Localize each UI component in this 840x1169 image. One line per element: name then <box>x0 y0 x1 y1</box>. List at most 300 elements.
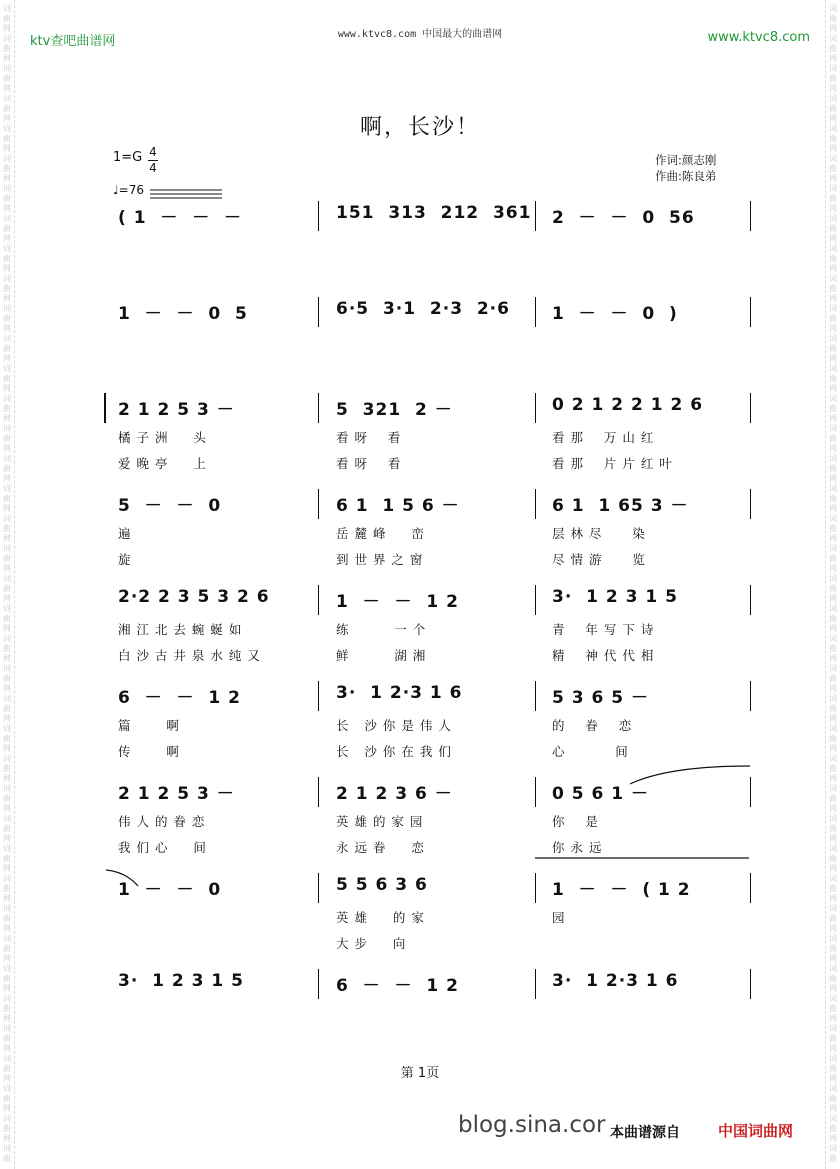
watermark-char: 曲 <box>3 434 11 443</box>
watermark-char: 词 <box>829 724 837 733</box>
watermark-char: 网 <box>829 744 837 753</box>
watermark-char: 词 <box>829 964 837 973</box>
barline <box>318 393 319 423</box>
source-label: 本曲谱源自 <box>610 1125 680 1141</box>
watermark-char: 词 <box>3 1144 11 1153</box>
watermark-char: 词 <box>3 784 11 793</box>
watermark-char: 词 <box>3 364 11 373</box>
watermark-char: 词 <box>3 64 11 73</box>
watermark-char: 网 <box>829 504 837 513</box>
lyric-line: 看 那 片 片 红 叶 <box>552 456 673 471</box>
measure: 5 3 6 5 － <box>552 688 649 708</box>
lyric-line: 练 一 个 <box>336 622 427 637</box>
watermark-char: 曲 <box>829 1154 837 1163</box>
watermark-char: 网 <box>829 414 837 423</box>
watermark-char: 网 <box>829 594 837 603</box>
watermark-char: 曲 <box>829 1064 837 1073</box>
watermark-char: 曲 <box>3 644 11 653</box>
watermark-char: 词 <box>829 34 837 43</box>
watermark-char: 词 <box>829 844 837 853</box>
watermark-char: 曲 <box>3 344 11 353</box>
watermark-char: 曲 <box>829 644 837 653</box>
watermark-char: 网 <box>829 84 837 93</box>
watermark-char: 网 <box>3 234 11 243</box>
lyric-line: 橘 子 洲 头 <box>118 430 207 445</box>
measure: 3· 1 2 3 1 5 <box>552 587 678 607</box>
watermark-char: 网 <box>3 414 11 423</box>
measure: 2 1 2 3 6 － <box>336 784 453 804</box>
lyric-line: 精 神 代 代 相 <box>552 648 655 663</box>
watermark-char: 网 <box>829 624 837 633</box>
watermark-char: 曲 <box>3 134 11 143</box>
watermark-char: 曲 <box>829 404 837 413</box>
watermark-char: 词 <box>829 664 837 673</box>
watermark-char: 曲 <box>829 1124 837 1133</box>
watermark-char: 网 <box>829 1074 837 1083</box>
lyric-line: 遍 <box>118 526 132 541</box>
watermark-char: 网 <box>3 204 11 213</box>
lyric-line: 你 是 <box>552 814 599 829</box>
barline <box>318 489 319 519</box>
lyric-line: 的 眷 恋 <box>552 718 633 733</box>
watermark-char: 词 <box>3 754 11 763</box>
watermark-char: 网 <box>3 774 11 783</box>
watermark-char: 网 <box>829 294 837 303</box>
lyric-line: 篇 啊 <box>118 718 180 733</box>
lyric-line: 看 呀 看 <box>336 430 402 445</box>
watermark-char: 网 <box>3 864 11 873</box>
barline <box>535 585 536 615</box>
watermark-char: 曲 <box>829 254 837 263</box>
watermark-char: 曲 <box>829 314 837 323</box>
watermark-char: 词 <box>829 424 837 433</box>
measure: 3· 1 2 3 1 5 <box>118 971 244 991</box>
watermark-char: 词 <box>3 994 11 1003</box>
watermark-char: 网 <box>3 54 11 63</box>
watermark-char: 曲 <box>3 44 11 53</box>
watermark-char: 网 <box>3 504 11 513</box>
watermark-char: 词 <box>3 454 11 463</box>
lyric-line: 英 雄 的 家 <box>336 910 425 925</box>
watermark-char: 网 <box>829 804 837 813</box>
watermark-char: 曲 <box>3 704 11 713</box>
watermark-char: 词 <box>3 874 11 883</box>
credits <box>655 152 716 184</box>
watermark-char: 曲 <box>829 884 837 893</box>
watermark-char: 网 <box>3 714 11 723</box>
watermark-char: 曲 <box>3 854 11 863</box>
watermark-char: 网 <box>829 1134 837 1143</box>
watermark-char: 词 <box>3 214 11 223</box>
watermark-char: 词 <box>829 634 837 643</box>
watermark-char: 词 <box>3 664 11 673</box>
time-signature-top: 4 <box>149 145 157 159</box>
composer-credit: 作曲:陈良弟 <box>655 169 717 183</box>
watermark-char: 词 <box>3 424 11 433</box>
watermark-char: 词 <box>3 34 11 43</box>
watermark-char: 网 <box>829 774 837 783</box>
barline <box>318 585 319 615</box>
watermark-char: 曲 <box>829 74 837 83</box>
watermark-char: 曲 <box>3 464 11 473</box>
measure: 6 － － 1 2 <box>118 688 241 708</box>
watermark-char: 词 <box>829 1024 837 1033</box>
barline <box>750 873 751 903</box>
lyric-line: 心 间 <box>552 744 629 759</box>
watermark-char: 曲 <box>829 44 837 53</box>
watermark-char: 曲 <box>829 524 837 533</box>
watermark-char: 曲 <box>829 494 837 503</box>
watermark-char: 网 <box>3 894 11 903</box>
watermark-char: 曲 <box>3 554 11 563</box>
tempo-marking: ♩=76 <box>113 183 144 197</box>
watermark-char: 词 <box>3 544 11 553</box>
watermark-char: 网 <box>3 324 11 333</box>
watermark-char: 词 <box>3 934 11 943</box>
watermark-char: 曲 <box>3 1154 11 1163</box>
lyric-line: 尽 情 游 览 <box>552 552 646 567</box>
watermark-char: 词 <box>3 154 11 163</box>
watermark-char: 网 <box>829 234 837 243</box>
watermark-char: 词 <box>3 514 11 523</box>
barline <box>535 393 536 423</box>
barline <box>750 489 751 519</box>
watermark-char: 网 <box>829 1104 837 1113</box>
watermark-char: 网 <box>829 144 837 153</box>
watermark-char: 网 <box>829 24 837 33</box>
watermark-char: 曲 <box>3 314 11 323</box>
watermark-char: 曲 <box>3 1004 11 1013</box>
watermark-char: 曲 <box>3 1034 11 1043</box>
watermark-char: 曲 <box>3 254 11 263</box>
watermark-char: 词 <box>829 184 837 193</box>
watermark-char: 词 <box>829 1144 837 1153</box>
barline <box>535 969 536 999</box>
watermark-char: 网 <box>3 954 11 963</box>
key-signature: 1=G <box>113 150 143 165</box>
watermark-char: 词 <box>3 94 11 103</box>
watermark-char: 曲 <box>829 974 837 983</box>
watermark-char: 网 <box>3 684 11 693</box>
watermark-char: 网 <box>3 984 11 993</box>
barline <box>318 201 319 231</box>
watermark-char: 词 <box>829 754 837 763</box>
watermark-char: 网 <box>3 1104 11 1113</box>
measure: 2 － － 0 56 <box>552 208 695 228</box>
watermark-char: 曲 <box>3 584 11 593</box>
watermark-char: 网 <box>829 534 837 543</box>
barline <box>318 777 319 807</box>
lyric-line: 鲜 湖 湘 <box>336 648 427 663</box>
watermark-char: 词 <box>3 304 11 313</box>
watermark-char: 曲 <box>3 674 11 683</box>
watermark-char: 词 <box>3 334 11 343</box>
watermark-char: 词 <box>3 124 11 133</box>
lyric-line: 我 们 心 间 <box>118 840 207 855</box>
header-site-name[interactable]: ktv查吧曲谱网 <box>30 34 116 49</box>
barline <box>318 969 319 999</box>
watermark-char: 词 <box>829 64 837 73</box>
barline <box>750 585 751 615</box>
measure: 2·2 2 3 5 3 2 6 <box>118 587 270 607</box>
watermark-char: 网 <box>829 894 837 903</box>
measure: 0 2 1 2 2 1 2 6 <box>552 395 704 415</box>
watermark-char: 网 <box>3 804 11 813</box>
lyric-line: 看 那 万 山 红 <box>552 430 655 445</box>
watermark-char: 曲 <box>3 104 11 113</box>
measure: 1 － － 0 <box>118 880 222 900</box>
lyric-line: 大 步 向 <box>336 936 407 951</box>
watermark-char: 曲 <box>829 794 837 803</box>
watermark-char: 词 <box>3 844 11 853</box>
watermark-char: 网 <box>3 564 11 573</box>
watermark-char: 网 <box>829 684 837 693</box>
tie-start-mark <box>104 866 144 888</box>
watermark-char: 曲 <box>3 944 11 953</box>
watermark-char: 网 <box>3 354 11 363</box>
measure: 3· 1 2·3 1 6 <box>552 971 679 991</box>
watermark-char: 词 <box>3 244 11 253</box>
watermark-char: 网 <box>829 834 837 843</box>
measure: 6 1 1 65 3 － <box>552 496 689 516</box>
watermark-char: 曲 <box>3 794 11 803</box>
watermark-char: 曲 <box>829 824 837 833</box>
watermark-char: 曲 <box>3 194 11 203</box>
watermark-char: 网 <box>3 84 11 93</box>
barline <box>318 681 319 711</box>
watermark-char: 词 <box>829 784 837 793</box>
barline <box>750 297 751 327</box>
watermark-char: 曲 <box>829 764 837 773</box>
tie-line <box>535 852 750 866</box>
barline <box>750 681 751 711</box>
watermark-char: 曲 <box>3 164 11 173</box>
watermark-char: 网 <box>3 1074 11 1083</box>
tempo-beam-lines <box>150 187 225 201</box>
measure: 1 － － 0 5 <box>118 304 248 324</box>
watermark-char: 曲 <box>3 734 11 743</box>
watermark-char: 曲 <box>3 494 11 503</box>
measure: 151 313 212 361 <box>336 203 532 223</box>
watermark-char: 词 <box>829 124 837 133</box>
watermark-char: 曲 <box>3 284 11 293</box>
watermark-char: 词 <box>829 364 837 373</box>
lyric-line: 长 沙 你 是 伟 人 <box>336 718 452 733</box>
watermark-char: 曲 <box>3 374 11 383</box>
watermark-char: 曲 <box>3 1094 11 1103</box>
watermark-char: 词 <box>829 994 837 1003</box>
watermark-char: 词 <box>3 574 11 583</box>
left-watermark-strip <box>0 0 15 1169</box>
watermark-char: 网 <box>3 24 11 33</box>
lyric-line: 看 呀 看 <box>336 456 402 471</box>
watermark-char: 网 <box>829 984 837 993</box>
page-number: 第 1页 <box>400 1066 440 1081</box>
watermark-char: 词 <box>829 394 837 403</box>
watermark-char: 曲 <box>829 614 837 623</box>
watermark-char: 曲 <box>3 14 11 23</box>
watermark-char: 词 <box>3 1084 11 1093</box>
watermark-char: 曲 <box>829 1034 837 1043</box>
watermark-char: 曲 <box>3 404 11 413</box>
watermark-char: 词 <box>3 604 11 613</box>
watermark-char: 词 <box>3 184 11 193</box>
repeat-sign <box>104 393 106 423</box>
barline <box>750 201 751 231</box>
watermark-char: 网 <box>829 654 837 663</box>
right-watermark-strip <box>825 0 840 1169</box>
watermark-char: 词 <box>829 244 837 253</box>
watermark-char: 曲 <box>829 854 837 863</box>
watermark-char: 词 <box>829 214 837 223</box>
watermark-char: 词 <box>3 1054 11 1063</box>
barline <box>750 969 751 999</box>
watermark-char: 词 <box>829 274 837 283</box>
watermark-char: 词 <box>3 4 11 13</box>
watermark-char: 网 <box>3 1044 11 1053</box>
watermark-char: 词 <box>3 274 11 283</box>
watermark-char: 网 <box>3 114 11 123</box>
watermark-char: 网 <box>829 114 837 123</box>
blog-watermark: blog.sina.cor <box>458 1112 606 1138</box>
measure: 5 5 6 3 6 <box>336 875 428 895</box>
watermark-char: 网 <box>3 654 11 663</box>
lyric-line: 爱 晚 亭 上 <box>118 456 207 471</box>
watermark-char: 词 <box>3 634 11 643</box>
watermark-char: 曲 <box>829 914 837 923</box>
song-title: 啊，长沙！ <box>359 115 480 140</box>
measure: 6 － － 1 2 <box>336 976 459 996</box>
watermark-char: 词 <box>829 154 837 163</box>
watermark-char: 曲 <box>829 734 837 743</box>
watermark-char: 网 <box>829 264 837 273</box>
watermark-char: 曲 <box>3 824 11 833</box>
watermark-char: 词 <box>829 904 837 913</box>
watermark-char: 词 <box>3 1114 11 1123</box>
watermark-char: 网 <box>829 864 837 873</box>
measure: ( 1 － － － <box>118 208 243 228</box>
watermark-char: 曲 <box>829 944 837 953</box>
watermark-char: 曲 <box>829 464 837 473</box>
watermark-char: 曲 <box>3 1064 11 1073</box>
watermark-char: 词 <box>829 454 837 463</box>
watermark-char: 网 <box>829 1014 837 1023</box>
lyric-line: 永 远 眷 恋 <box>336 840 425 855</box>
time-signature <box>148 146 158 175</box>
watermark-char: 曲 <box>829 134 837 143</box>
watermark-char: 网 <box>829 384 837 393</box>
lyric-line: 伟 人 的 眷 恋 <box>118 814 206 829</box>
watermark-char: 曲 <box>829 1004 837 1013</box>
barline <box>535 201 536 231</box>
watermark-char: 词 <box>829 484 837 493</box>
source-site[interactable]: 中国词曲网 <box>718 1122 794 1140</box>
watermark-char: 词 <box>3 814 11 823</box>
lyric-line: 你 永 远 <box>552 840 603 855</box>
watermark-char: 曲 <box>829 704 837 713</box>
watermark-char: 网 <box>829 714 837 723</box>
barline <box>318 297 319 327</box>
watermark-char: 词 <box>829 604 837 613</box>
lyric-line: 长 沙 你 在 我 们 <box>336 744 452 759</box>
watermark-char: 词 <box>3 724 11 733</box>
barline <box>750 393 751 423</box>
watermark-char: 词 <box>829 1114 837 1123</box>
lyric-line: 青 年 写 下 诗 <box>552 622 655 637</box>
barline <box>318 873 319 903</box>
watermark-char: 网 <box>829 564 837 573</box>
watermark-char: 曲 <box>829 584 837 593</box>
lyricist-credit: 作词:颜志刚 <box>655 153 717 167</box>
watermark-char: 曲 <box>829 194 837 203</box>
watermark-char: 曲 <box>829 344 837 353</box>
measure: 6 1 1 5 6 － <box>336 496 460 516</box>
watermark-char: 词 <box>829 814 837 823</box>
lyric-line: 传 啊 <box>118 744 180 759</box>
watermark-char: 网 <box>3 534 11 543</box>
lyric-line: 岳 麓 峰 峦 <box>336 526 425 541</box>
watermark-char: 词 <box>829 694 837 703</box>
watermark-char: 网 <box>829 354 837 363</box>
measure: 5 321 2 － <box>336 400 453 420</box>
header-url[interactable]: www.ktvc8.com <box>707 30 810 45</box>
watermark-char: 词 <box>3 694 11 703</box>
watermark-char: 曲 <box>3 884 11 893</box>
measure: 2 1 2 5 3 － <box>118 784 235 804</box>
watermark-char: 曲 <box>829 14 837 23</box>
measure: 0 5 6 1 － <box>552 784 649 804</box>
lyric-line: 园 <box>552 910 566 925</box>
watermark-char: 词 <box>829 1054 837 1063</box>
watermark-char: 词 <box>829 514 837 523</box>
watermark-char: 曲 <box>829 434 837 443</box>
watermark-char: 曲 <box>829 1094 837 1103</box>
watermark-char: 词 <box>829 874 837 883</box>
lyric-line: 湘 江 北 去 蜿 蜒 如 <box>118 622 243 637</box>
barline <box>535 297 536 327</box>
watermark-char: 网 <box>3 594 11 603</box>
watermark-char: 网 <box>3 1134 11 1143</box>
measure: 6·5 3·1 2·3 2·6 <box>336 299 510 319</box>
measure: 5 － － 0 <box>118 496 222 516</box>
slur-mark <box>628 762 753 787</box>
watermark-char: 网 <box>829 444 837 453</box>
watermark-char: 网 <box>3 744 11 753</box>
watermark-char: 曲 <box>3 914 11 923</box>
lyric-line: 白 沙 古 井 泉 水 纯 又 <box>118 648 261 663</box>
watermark-char: 曲 <box>3 524 11 533</box>
watermark-char: 网 <box>3 384 11 393</box>
watermark-char: 网 <box>3 264 11 273</box>
watermark-char: 网 <box>3 144 11 153</box>
lyric-line: 层 林 尽 染 <box>552 526 646 541</box>
barline <box>535 777 536 807</box>
watermark-char: 曲 <box>829 104 837 113</box>
watermark-char: 曲 <box>3 224 11 233</box>
measure: 1 － － ( 1 2 <box>552 880 691 900</box>
watermark-char: 词 <box>829 544 837 553</box>
watermark-char: 曲 <box>3 614 11 623</box>
lyric-line: 英 雄 的 家 园 <box>336 814 424 829</box>
watermark-char: 网 <box>3 1014 11 1023</box>
measure: 1 － － 1 2 <box>336 592 459 612</box>
watermark-char: 网 <box>829 204 837 213</box>
lyric-line: 旋 <box>118 552 132 567</box>
watermark-char: 曲 <box>829 224 837 233</box>
watermark-char: 词 <box>829 574 837 583</box>
watermark-char: 词 <box>829 4 837 13</box>
watermark-char: 网 <box>3 444 11 453</box>
